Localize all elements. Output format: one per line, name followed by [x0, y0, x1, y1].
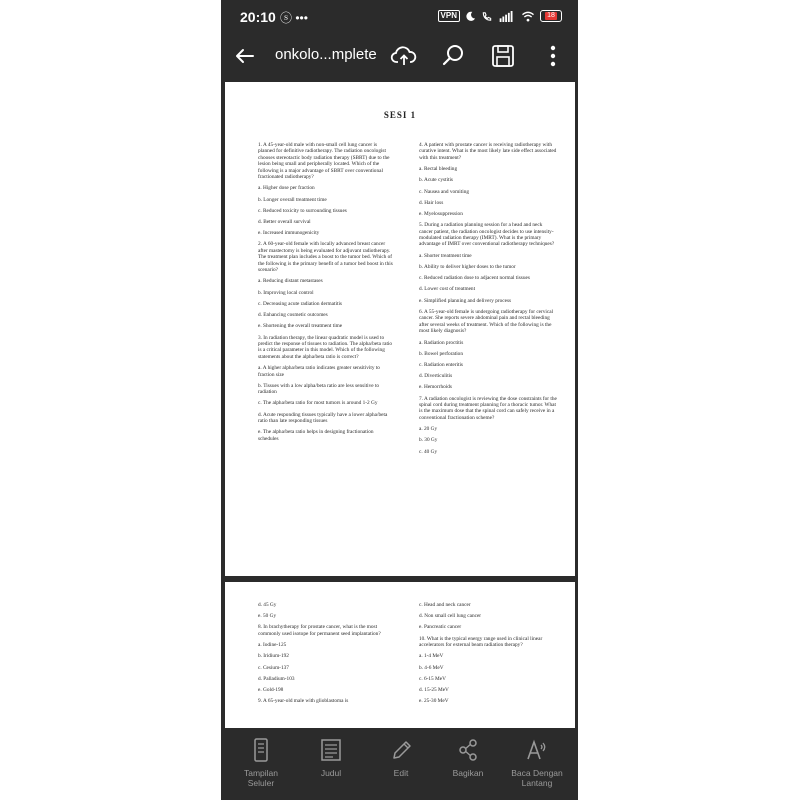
- question-text: 9. A 65-year-old male with glioblastoma is: [258, 698, 349, 705]
- answer-option: d. 15-25 MeV: [419, 687, 449, 694]
- answer-option: a. Higher dose per fraction: [258, 185, 315, 192]
- page1-right-column: [419, 142, 557, 460]
- question-text: 6. A 55-year-old female is undergoing radiotherapy for cervical cancer. She reports severe abdominal pain and rectal bleeding after several weeks of treatment. Which of the following is the most likely diagnosis?: [419, 308, 554, 335]
- document-title: onkolo...mplete: [275, 46, 377, 63]
- answer-option: b. Iridium-192: [258, 653, 289, 660]
- answer-option: c. Reduced toxicity to surrounding tissues: [258, 207, 347, 214]
- answer-option: e. Hemorrhoids: [419, 384, 452, 391]
- save-icon[interactable]: [489, 42, 517, 70]
- nav-share[interactable]: [438, 738, 498, 778]
- notification-icons: ⓢ •••: [280, 11, 308, 25]
- answer-option: b. Longer overall treatment time: [258, 196, 327, 203]
- wifi-icon: [521, 11, 535, 22]
- signal-icon: [498, 11, 516, 22]
- answer-option: c. Decreasing acute radiation dermatitis: [258, 300, 342, 307]
- answer-option: a. Radiation proctitis: [419, 339, 464, 346]
- answer-option: c. 6-15 MeV: [419, 675, 446, 682]
- cloud-upload-icon[interactable]: [390, 42, 418, 70]
- read-aloud-icon: [525, 738, 549, 762]
- document-page-2: [225, 582, 575, 728]
- status-bar: [221, 0, 578, 34]
- answer-option: e. Shortening the overall treatment time: [258, 323, 343, 330]
- nav-label-share: Bagikan: [452, 768, 484, 778]
- question-text: 2. A 60-year-old female with locally advanced breast cancer after mastectomy is being evaluated for adjuvant radiotherapy. The treatment plan includes a boost to the tumor bed. Which of the following is the primary benefit of a tumor bed boost in this scenario?: [258, 241, 393, 274]
- nav-label-headings: Judul: [320, 768, 342, 778]
- answer-option: b. Acute cystitis: [419, 177, 453, 184]
- answer-option: d. Better overall survival: [258, 219, 311, 226]
- answer-option: a. Iodine-125: [258, 642, 287, 649]
- question-text: 7. A radiation oncologist is reviewing the dose constraints for the spinal cord during treatment planning for a thoracic tumor. What is the maximum dose that the spinal cord can safely receive in a conventional fractionation scheme?: [419, 395, 557, 421]
- status-time: 20:10: [240, 9, 276, 25]
- answer-option: e. 25-30 MeV: [419, 698, 449, 705]
- nav-headings[interactable]: [301, 738, 361, 778]
- document-viewer[interactable]: [221, 78, 578, 728]
- question-text: 5. During a radiation planning session for a head and neck cancer patient, the radiation oncologist decides to use intensity-modulated radiation therapy (IMRT). What is the primary advantage of IMRT over conventional radiotherapy techniques?: [419, 222, 555, 248]
- battery-level: 18: [547, 12, 555, 19]
- answer-option: c. The alpha/beta ratio for most tumors is around 1-2 Gy: [258, 400, 378, 407]
- page1-left-column: [258, 142, 393, 447]
- answer-option: c. Cesium-137: [258, 664, 289, 671]
- answer-option: e. Gold-198: [258, 687, 284, 694]
- sheet-title: SESI 1: [383, 110, 417, 120]
- answer-option: a. Reducing distant metastases: [258, 278, 323, 285]
- question-text: 1. A 45-year-old male with non-small cell lung cancer is planned for definitive radiotherapy. The radiation oncologist chooses stereotactic body radiation therapy (SBRT) due to the lesion being small and peripherally located. Which of the following is a major advantage of SBRT over conventional fractionated radiotherapy?: [258, 142, 390, 181]
- headings-icon: [320, 738, 342, 762]
- question-text: 10. What is the typical energy range used in clinical linear accelerators for external beam radiation therapy?: [419, 635, 543, 649]
- nav-mobile-view[interactable]: [231, 738, 291, 788]
- answer-option: d. Acute responding tissues typically have a lower alpha/beta ratio than late responding tissues: [258, 411, 388, 424]
- answer-option: c. Reduced radiation dose to adjacent normal tissues: [419, 275, 530, 282]
- nav-label-edit: Edit: [393, 768, 409, 778]
- answer-option: b. Bowel perforation: [419, 350, 463, 357]
- question-text: 4. A patient with prostate cancer is receiving radiotherapy with curative intent. What is the most likely late side effect associated with this treatment?: [419, 142, 557, 161]
- pencil-icon: [390, 738, 412, 762]
- answer-option: e. Myelosuppression: [419, 211, 463, 218]
- answer-option: a. 20 Gy: [419, 426, 438, 433]
- nav-edit[interactable]: [371, 738, 431, 778]
- search-icon[interactable]: [439, 42, 467, 70]
- answer-option: b. Tissues with a low alpha/beta ratio are less sensitive to radiation: [258, 382, 380, 396]
- answer-option: c. Head and neck cancer: [419, 602, 471, 608]
- dnd-moon-icon: [465, 11, 476, 22]
- app-toolbar: [221, 34, 578, 78]
- wifi-calling-icon: [481, 11, 493, 22]
- answer-option: e. 50 Gy: [258, 613, 277, 620]
- page2-left-column: [258, 602, 393, 710]
- answer-option: a. A higher alpha/beta ratio indicates greater sensitivity to fraction size: [258, 365, 380, 378]
- answer-option: e. The alpha/beta ratio helps in designing fractionation schedules: [258, 429, 374, 442]
- answer-option: d. 45 Gy: [258, 602, 277, 608]
- answer-option: d. Enhancing cosmetic outcomes: [258, 312, 328, 319]
- answer-option: b. Improving local control: [258, 289, 314, 296]
- answer-option: d. Hair loss: [419, 199, 444, 206]
- answer-option: e. Increased immunogenicity: [258, 230, 320, 237]
- page2-right-column: [419, 602, 557, 709]
- vpn-icon: VPN: [438, 10, 460, 22]
- back-arrow-icon[interactable]: [231, 42, 259, 70]
- share-icon: [457, 738, 479, 762]
- answer-option: d. Non small cell lung cancer: [419, 613, 482, 620]
- answer-option: e. Pancreatic cancer: [419, 624, 462, 631]
- phone-screen: [221, 0, 578, 800]
- question-text: 8. In brachytherapy for prostate cancer, what is the most commonly used isotope for permanent seed implantation?: [258, 624, 381, 637]
- question-text: 3. In radiation therapy, the linear quadratic model is used to predict the response of tissues to radiation. The alpha/beta ratio is a critical parameter in this model. Which of the following statements about the alpha/beta ratio is correct?: [258, 334, 393, 360]
- answer-option: a. Rectal bleeding: [419, 166, 458, 173]
- answer-option: c. 40 Gy: [419, 448, 438, 455]
- answer-option: c. Radiation enteritis: [419, 361, 463, 368]
- answer-option: d. Palladium-103: [258, 675, 295, 682]
- nav-label-mobile-view: Tampilan Seluler: [243, 768, 279, 788]
- answer-option: a. 1-4 MeV: [419, 653, 444, 660]
- nav-label-read-aloud: Baca Dengan Lantang: [511, 768, 563, 788]
- nav-read-aloud[interactable]: [507, 738, 567, 788]
- answer-option: d. Lower cost of treatment: [419, 286, 476, 293]
- mobile-view-icon: [250, 738, 272, 762]
- answer-option: d. Diverticulitis: [419, 373, 453, 380]
- bottom-navigation: [221, 728, 578, 800]
- answer-option: c. Nausea and vomiting: [419, 188, 470, 195]
- document-page-1: [225, 82, 575, 576]
- battery-icon: [540, 10, 562, 22]
- answer-option: b. 4-6 MeV: [419, 664, 444, 671]
- answer-option: b. Ability to deliver higher doses to the tumor: [419, 264, 516, 271]
- answer-option: a. Shorter treatment time: [419, 252, 472, 259]
- answer-option: b. 30 Gy: [419, 437, 438, 444]
- answer-option: e. Simplified planning and delivery process: [419, 297, 512, 304]
- status-right-icons: [438, 8, 562, 24]
- more-options-icon[interactable]: [539, 42, 567, 70]
